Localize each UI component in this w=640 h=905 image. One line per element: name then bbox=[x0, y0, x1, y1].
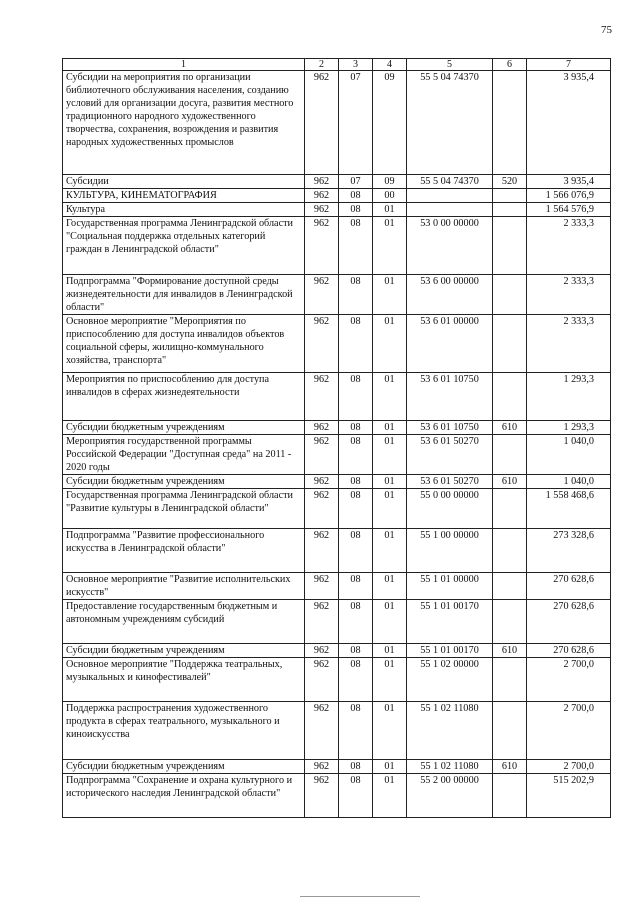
row-amount: 2 700,0 bbox=[527, 658, 611, 702]
row-name: Подпрограмма "Формирование доступной среды жизнедеятельности для инвалидов в Ленинградской области" bbox=[63, 275, 305, 315]
row-section-code: 07 bbox=[339, 175, 373, 189]
row-target-code: 55 1 01 00000 bbox=[407, 573, 493, 600]
row-expense-type bbox=[493, 600, 527, 644]
row-target-code: 55 1 01 00170 bbox=[407, 600, 493, 644]
row-name: Предоставление государственным бюджетным и автономным учреждениям субсидий bbox=[63, 600, 305, 644]
row-subsection-code: 01 bbox=[373, 315, 407, 373]
table-row bbox=[63, 435, 611, 475]
row-name: Субсидии bbox=[63, 175, 305, 189]
table-row bbox=[63, 760, 611, 774]
row-subsection-code: 01 bbox=[373, 475, 407, 489]
row-amount: 2 700,0 bbox=[527, 760, 611, 774]
table-row bbox=[63, 489, 611, 529]
row-section-code: 08 bbox=[339, 189, 373, 203]
row-name: Субсидии бюджетным учреждениям bbox=[63, 475, 305, 489]
row-subsection-code: 01 bbox=[373, 644, 407, 658]
row-admin-code: 962 bbox=[305, 529, 339, 573]
row-target-code: 55 1 02 00000 bbox=[407, 658, 493, 702]
row-name: Подпрограмма "Сохранение и охрана культурного и исторического наследия Ленинградской области" bbox=[63, 774, 305, 818]
header-row bbox=[63, 59, 611, 71]
table-row bbox=[63, 71, 611, 175]
row-name: Субсидии бюджетным учреждениям bbox=[63, 644, 305, 658]
row-subsection-code: 01 bbox=[373, 217, 407, 275]
row-name: КУЛЬТУРА, КИНЕМАТОГРАФИЯ bbox=[63, 189, 305, 203]
row-admin-code: 962 bbox=[305, 217, 339, 275]
row-expense-type bbox=[493, 275, 527, 315]
column-header: 5 bbox=[407, 59, 493, 71]
row-amount: 1 293,3 bbox=[527, 421, 611, 435]
row-target-code: 55 2 00 00000 bbox=[407, 774, 493, 818]
row-target-code bbox=[407, 203, 493, 217]
row-amount: 1 040,0 bbox=[527, 475, 611, 489]
row-subsection-code: 01 bbox=[373, 275, 407, 315]
row-section-code: 08 bbox=[339, 203, 373, 217]
row-amount: 1 564 576,9 bbox=[527, 203, 611, 217]
row-admin-code: 962 bbox=[305, 435, 339, 475]
row-admin-code: 962 bbox=[305, 189, 339, 203]
table-row bbox=[63, 774, 611, 818]
row-target-code: 53 6 01 50270 bbox=[407, 475, 493, 489]
row-amount: 1 040,0 bbox=[527, 435, 611, 475]
row-expense-type bbox=[493, 774, 527, 818]
row-name: Культура bbox=[63, 203, 305, 217]
row-expense-type bbox=[493, 189, 527, 203]
row-admin-code: 962 bbox=[305, 373, 339, 421]
column-header: 2 bbox=[305, 59, 339, 71]
row-expense-type: 610 bbox=[493, 475, 527, 489]
row-amount: 2 700,0 bbox=[527, 702, 611, 760]
table-row bbox=[63, 573, 611, 600]
budget-table bbox=[62, 58, 611, 818]
row-name: Основное мероприятие "Поддержка театральных, музыкальных и кинофестивалей" bbox=[63, 658, 305, 702]
row-admin-code: 962 bbox=[305, 475, 339, 489]
row-section-code: 08 bbox=[339, 275, 373, 315]
row-target-code: 55 5 04 74370 bbox=[407, 175, 493, 189]
row-section-code: 08 bbox=[339, 644, 373, 658]
row-target-code: 55 0 00 00000 bbox=[407, 489, 493, 529]
row-target-code: 55 1 02 11080 bbox=[407, 702, 493, 760]
row-subsection-code: 09 bbox=[373, 71, 407, 175]
row-admin-code: 962 bbox=[305, 315, 339, 373]
row-subsection-code: 01 bbox=[373, 435, 407, 475]
row-target-code: 53 6 01 10750 bbox=[407, 421, 493, 435]
row-expense-type bbox=[493, 203, 527, 217]
row-subsection-code: 01 bbox=[373, 421, 407, 435]
table-row bbox=[63, 373, 611, 421]
row-subsection-code: 01 bbox=[373, 600, 407, 644]
row-expense-type bbox=[493, 529, 527, 573]
row-name: Субсидии на мероприятия по организации библиотечного обслуживания населения, созданию условий для организации досуга, развития местного традиционного народного художественного творчества, сохранения, возрождения и развития народных художественных промыслов bbox=[63, 71, 305, 175]
row-subsection-code: 01 bbox=[373, 373, 407, 421]
row-section-code: 08 bbox=[339, 529, 373, 573]
row-admin-code: 962 bbox=[305, 573, 339, 600]
row-section-code: 08 bbox=[339, 600, 373, 644]
row-expense-type bbox=[493, 435, 527, 475]
table-row bbox=[63, 421, 611, 435]
row-section-code: 08 bbox=[339, 315, 373, 373]
row-admin-code: 962 bbox=[305, 71, 339, 175]
table-row bbox=[63, 475, 611, 489]
row-amount: 273 328,6 bbox=[527, 529, 611, 573]
row-admin-code: 962 bbox=[305, 774, 339, 818]
row-section-code: 07 bbox=[339, 71, 373, 175]
row-target-code: 53 6 01 00000 bbox=[407, 315, 493, 373]
row-subsection-code: 01 bbox=[373, 203, 407, 217]
bottom-rule bbox=[300, 896, 420, 897]
row-target-code: 55 1 00 00000 bbox=[407, 529, 493, 573]
row-section-code: 08 bbox=[339, 421, 373, 435]
table-row bbox=[63, 315, 611, 373]
row-amount: 1 293,3 bbox=[527, 373, 611, 421]
row-admin-code: 962 bbox=[305, 489, 339, 529]
table-row bbox=[63, 275, 611, 315]
column-header: 4 bbox=[373, 59, 407, 71]
row-section-code: 08 bbox=[339, 217, 373, 275]
row-subsection-code: 01 bbox=[373, 658, 407, 702]
table-row bbox=[63, 203, 611, 217]
row-section-code: 08 bbox=[339, 435, 373, 475]
row-expense-type bbox=[493, 573, 527, 600]
row-subsection-code: 01 bbox=[373, 573, 407, 600]
column-header: 6 bbox=[493, 59, 527, 71]
row-name: Мероприятия государственной программы Российской Федерации "Доступная среда" на 2011 - 2020 годы bbox=[63, 435, 305, 475]
row-target-code: 53 0 00 00000 bbox=[407, 217, 493, 275]
row-section-code: 08 bbox=[339, 658, 373, 702]
row-target-code: 55 1 01 00170 bbox=[407, 644, 493, 658]
row-amount: 2 333,3 bbox=[527, 275, 611, 315]
row-amount: 270 628,6 bbox=[527, 573, 611, 600]
row-target-code: 55 5 04 74370 bbox=[407, 71, 493, 175]
row-admin-code: 962 bbox=[305, 600, 339, 644]
table-row bbox=[63, 217, 611, 275]
row-subsection-code: 01 bbox=[373, 529, 407, 573]
row-target-code bbox=[407, 189, 493, 203]
row-admin-code: 962 bbox=[305, 275, 339, 315]
row-subsection-code: 00 bbox=[373, 189, 407, 203]
row-name: Государственная программа Ленинградской области "Развитие культуры в Ленинградской области" bbox=[63, 489, 305, 529]
row-section-code: 08 bbox=[339, 573, 373, 600]
row-amount: 1 558 468,6 bbox=[527, 489, 611, 529]
column-header: 7 bbox=[527, 59, 611, 71]
row-expense-type: 610 bbox=[493, 644, 527, 658]
row-admin-code: 962 bbox=[305, 760, 339, 774]
row-admin-code: 962 bbox=[305, 644, 339, 658]
row-expense-type: 520 bbox=[493, 175, 527, 189]
table-row bbox=[63, 529, 611, 573]
row-name: Поддержка распространения художественного продукта в сферах театрального, музыкального и киноискусства bbox=[63, 702, 305, 760]
row-admin-code: 962 bbox=[305, 421, 339, 435]
row-name: Субсидии бюджетным учреждениям bbox=[63, 760, 305, 774]
row-expense-type bbox=[493, 658, 527, 702]
row-name: Субсидии бюджетным учреждениям bbox=[63, 421, 305, 435]
row-target-code: 53 6 01 50270 bbox=[407, 435, 493, 475]
row-section-code: 08 bbox=[339, 475, 373, 489]
table-row bbox=[63, 644, 611, 658]
row-expense-type: 610 bbox=[493, 421, 527, 435]
row-amount: 3 935,4 bbox=[527, 175, 611, 189]
row-admin-code: 962 bbox=[305, 175, 339, 189]
page-number: 75 bbox=[601, 24, 612, 36]
table-row bbox=[63, 702, 611, 760]
row-name: Государственная программа Ленинградской области "Социальная поддержка отдельных категорий граждан в Ленинградской области" bbox=[63, 217, 305, 275]
row-name: Основное мероприятие "Развитие исполнительских искусств" bbox=[63, 573, 305, 600]
row-target-code: 55 1 02 11080 bbox=[407, 760, 493, 774]
table-row bbox=[63, 189, 611, 203]
row-expense-type bbox=[493, 489, 527, 529]
column-header: 3 bbox=[339, 59, 373, 71]
row-amount: 515 202,9 bbox=[527, 774, 611, 818]
row-section-code: 08 bbox=[339, 489, 373, 529]
row-subsection-code: 01 bbox=[373, 774, 407, 818]
row-amount: 2 333,3 bbox=[527, 217, 611, 275]
row-name: Основное мероприятие "Мероприятия по приспособлению для доступа инвалидов объектов социальной сферы, жилищно-коммунального хозяйства, транспорта" bbox=[63, 315, 305, 373]
row-expense-type: 610 bbox=[493, 760, 527, 774]
row-amount: 3 935,4 bbox=[527, 71, 611, 175]
table-row bbox=[63, 658, 611, 702]
row-target-code: 53 6 01 10750 bbox=[407, 373, 493, 421]
row-expense-type bbox=[493, 217, 527, 275]
row-subsection-code: 09 bbox=[373, 175, 407, 189]
row-admin-code: 962 bbox=[305, 203, 339, 217]
column-header: 1 bbox=[63, 59, 305, 71]
row-admin-code: 962 bbox=[305, 702, 339, 760]
row-admin-code: 962 bbox=[305, 658, 339, 702]
row-subsection-code: 01 bbox=[373, 489, 407, 529]
row-target-code: 53 6 00 00000 bbox=[407, 275, 493, 315]
row-subsection-code: 01 bbox=[373, 702, 407, 760]
row-name: Мероприятия по приспособлению для доступа инвалидов в сферах жизнедеятельности bbox=[63, 373, 305, 421]
row-section-code: 08 bbox=[339, 774, 373, 818]
row-section-code: 08 bbox=[339, 760, 373, 774]
row-amount: 1 566 076,9 bbox=[527, 189, 611, 203]
row-expense-type bbox=[493, 71, 527, 175]
row-expense-type bbox=[493, 373, 527, 421]
table-row bbox=[63, 175, 611, 189]
row-expense-type bbox=[493, 315, 527, 373]
row-amount: 270 628,6 bbox=[527, 600, 611, 644]
row-name: Подпрограмма "Развитие профессионального искусства в Ленинградской области" bbox=[63, 529, 305, 573]
row-subsection-code: 01 bbox=[373, 760, 407, 774]
row-section-code: 08 bbox=[339, 702, 373, 760]
row-expense-type bbox=[493, 702, 527, 760]
row-section-code: 08 bbox=[339, 373, 373, 421]
row-amount: 2 333,3 bbox=[527, 315, 611, 373]
row-amount: 270 628,6 bbox=[527, 644, 611, 658]
table-row bbox=[63, 600, 611, 644]
